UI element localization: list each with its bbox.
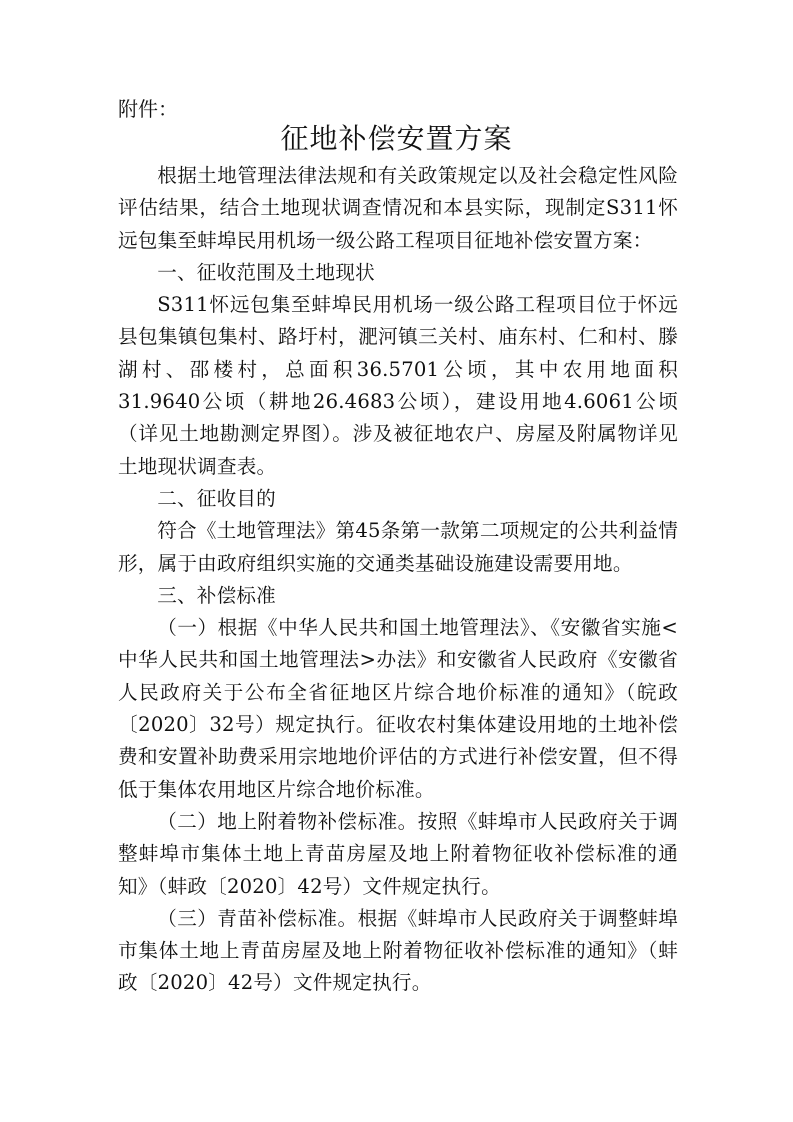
paragraph-standard-crops: （三）青苗补偿标准。根据《蚌埠市人民政府关于调整蚌埠市集体土地上青苗房屋及地上附着物征收补偿标准的通知》（蚌政〔2020〕42号）文件规定执行。 xyxy=(118,906,678,995)
paragraph-standard-land: （一）根据《中华人民共和国土地管理法》、《安徽省实施<中华人民共和国土地管理法>办法》和安徽省人民政府《安徽省人民政府关于公布全省征地区片综合地价标准的通知》（皖政〔2020〕32号）规定执行。征收农村集体建设用地的土地补偿费和安置补助费采用宗地地价评估的方式进行补偿安置，但不得低于集体农用地区片综合地价标准。 xyxy=(118,616,678,801)
paragraph-standard-attachments: （二）地上附着物补偿标准。按照《蚌埠市人民政府关于调整蚌埠市集体土地上青苗房屋及地上附着物征收补偿标准的通知》（蚌政〔2020〕42号）文件规定执行。 xyxy=(118,809,678,898)
paragraph-purpose: 符合《土地管理法》第45条第一款第二项规定的公共利益情形，属于由政府组织实施的交通类基础设施建设需要用地。 xyxy=(118,519,678,575)
document-title: 征地补偿安置方案 xyxy=(280,122,513,155)
paragraph-intro: 根据土地管理法律法规和有关政策规定以及社会稳定性风险评估结果，结合土地现状调查情况和本县实际，现制定S311怀远包集至蚌埠民用机场一级公路工程项目征地补偿安置方案： xyxy=(118,164,678,252)
paragraph-scope: S311怀远包集至蚌埠民用机场一级公路工程项目位于怀远县包集镇包集村、路圩村，淝河镇三关村、庙东村、仁和村、滕湖村、邵楼村，总面积36.5701公顷，其中农用地面积31.9640公顷（耕地26.4683公顷），建设用地4.6061公顷（详见土地勘测定界图）。涉及被征地农户、房屋及附属物详见土地现状调查表。 xyxy=(118,293,678,478)
section-heading-scope: 一、征收范围及土地现状 xyxy=(157,260,375,284)
document-body xyxy=(118,160,678,1000)
attachment-label: 附件： xyxy=(118,97,178,121)
section-heading-standards: 三、补偿标准 xyxy=(157,583,276,607)
section-heading-purpose: 二、征收目的 xyxy=(157,486,276,510)
